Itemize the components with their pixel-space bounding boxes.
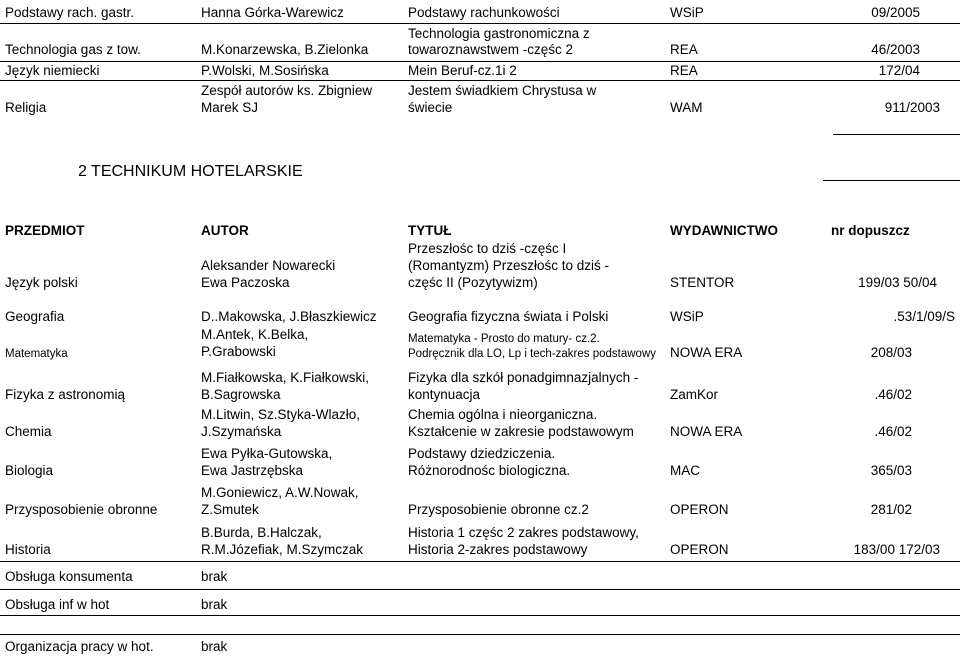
number-cell: 199/03 50/04 xyxy=(858,275,937,290)
title-cell: Fizyka dla szkół ponadgimnazjalnych - xyxy=(408,370,639,385)
number-cell: 09/2005 xyxy=(871,5,920,20)
publisher-cell: WSiP xyxy=(670,5,704,20)
subject-cell: Geografia xyxy=(5,309,65,324)
subject-cell: Religia xyxy=(5,100,47,115)
author-cell: Ewa Pyłka-Gutowska, xyxy=(201,446,333,461)
author-cell: M.Litwin, Sz.Styka-Wlazło, xyxy=(201,407,361,422)
author-cell: M.Antek, K.Belka, xyxy=(201,327,309,342)
publisher-cell: WSiP xyxy=(670,309,704,324)
author-cell: Ewa Jastrzębska xyxy=(201,463,304,478)
author-cell: J.Szymańska xyxy=(201,424,282,439)
title-cell: świecie xyxy=(408,100,453,115)
subject-cell: Biologia xyxy=(5,463,54,478)
author-cell: D..Makowska, J.Błaszkiewicz xyxy=(201,309,377,324)
publisher-cell: REA xyxy=(670,42,698,57)
number-cell: .46/02 xyxy=(874,387,912,402)
title-cell: Przeszłośc to dziś -częśc I xyxy=(408,241,567,256)
title-cell: Przysposobienie obronne cz.2 xyxy=(408,502,589,517)
author-cell: M.Konarzewska, B.Zielonka xyxy=(201,42,369,57)
publisher-cell: STENTOR xyxy=(670,275,735,290)
number-cell: .46/02 xyxy=(874,424,912,439)
author-cell: R.M.Józefiak, M.Szymczak xyxy=(201,542,364,557)
publisher-cell: NOWA ERA xyxy=(670,424,743,439)
author-cell: P.Grabowski xyxy=(201,344,276,359)
title-cell: Mein Beruf-cz.1i 2 xyxy=(408,63,517,78)
title-cell: Geografia fizyczna świata i Polski xyxy=(408,309,609,324)
author-cell: Aleksander Nowarecki xyxy=(201,258,336,273)
title-cell: Różnorodnośc biologiczna. xyxy=(408,463,571,478)
number-cell: 172/04 xyxy=(878,63,920,78)
author-cell: Zespół autorów ks. Zbigniew xyxy=(201,83,373,98)
author-cell: M.Goniewicz, A.W.Nowak, xyxy=(201,485,359,500)
header-title: TYTUŁ xyxy=(408,223,452,238)
header-subject: PRZEDMIOT xyxy=(5,223,85,238)
title-cell: częśc II (Pozytywizm) xyxy=(408,275,538,290)
title-cell: Technologia gastronomiczna z xyxy=(408,26,590,41)
subject-cell: Fizyka z astronomią xyxy=(5,387,126,402)
publisher-cell: OPERON xyxy=(670,542,729,557)
subject-cell: Chemia xyxy=(5,424,52,439)
header-author: AUTOR xyxy=(201,223,249,238)
subject-cell: Historia xyxy=(5,542,51,557)
subject-cell: Język polski xyxy=(5,275,78,290)
publisher-cell: NOWA ERA xyxy=(670,345,743,360)
author-cell: M.Fiałkowska, K.Fiałkowski, xyxy=(201,370,370,385)
subject-cell: Technologia gas z tow. xyxy=(5,42,141,57)
header-publisher: WYDAWNICTWO xyxy=(670,223,778,238)
subject-cell: Język niemiecki xyxy=(5,63,100,78)
subject-cell: Obsługa inf w hot xyxy=(5,597,110,612)
author-cell: Hanna Górka-Warewicz xyxy=(201,5,344,20)
author-cell: B.Burda, B.Halczak, xyxy=(201,525,322,540)
publisher-cell: ZamKor xyxy=(670,387,719,402)
number-cell: 911/2003 xyxy=(884,100,940,115)
number-cell: 365/03 xyxy=(870,463,912,478)
title-cell: Matematyka - Prosto do matury- cz.2. xyxy=(408,333,600,345)
number-cell: .53/1/09/S xyxy=(893,309,955,324)
author-cell: Ewa Paczoska xyxy=(201,275,290,290)
author-cell: B.Sagrowska xyxy=(201,387,281,402)
author-cell: Marek SJ xyxy=(201,100,259,115)
author-cell: brak xyxy=(201,569,228,584)
number-cell: 183/00 172/03 xyxy=(853,542,940,557)
divider xyxy=(833,134,960,135)
title-cell: Podstawy dziedziczenia. xyxy=(408,446,556,461)
publisher-cell: OPERON xyxy=(670,502,729,517)
author-cell: P.Wolski, M.Sosińska xyxy=(201,63,329,78)
title-cell: Historia 1 częśc 2 zakres podstawowy, xyxy=(408,525,639,540)
number-cell: 46/2003 xyxy=(871,42,920,57)
title-cell: kontynuacja xyxy=(408,387,481,402)
title-cell: Jestem świadkiem Chrystusa w xyxy=(408,83,597,98)
publisher-cell: MAC xyxy=(670,463,700,478)
title-cell: (Romantyzm) Przeszłośc to dziś - xyxy=(408,258,610,273)
title-cell: Kształcenie w zakresie podstawowym xyxy=(408,424,634,439)
publisher-cell: WAM xyxy=(670,100,703,115)
title-cell: towaroznawstwem -częśc 2 xyxy=(408,42,574,57)
subject-cell: Organizacja pracy w hot. xyxy=(5,639,154,654)
subject-cell: Przysposobienie obronne xyxy=(5,502,158,517)
title-cell: Historia 2-zakres podstawowy xyxy=(408,542,588,557)
author-cell: brak xyxy=(201,597,228,612)
header-number: nr dopuszcz xyxy=(831,223,910,238)
section-title: 2 TECHNIKUM HOTELARSKIE xyxy=(78,163,303,180)
subject-cell: Matematyka xyxy=(5,348,68,360)
number-cell: 208/03 xyxy=(870,345,912,360)
divider xyxy=(823,180,960,181)
author-cell: brak xyxy=(201,639,228,654)
number-cell: 281/02 xyxy=(870,502,912,517)
title-cell: Podręcznik dla LO, Lp i tech-zakres podstawowy xyxy=(408,348,657,360)
title-cell: Chemia ogólna i nieorganiczna. xyxy=(408,407,598,422)
subject-cell: Podstawy rach. gastr. xyxy=(5,5,135,20)
title-cell: Podstawy rachunkowości xyxy=(408,5,560,20)
author-cell: Z.Smutek xyxy=(201,502,259,517)
subject-cell: Obsługa konsumenta xyxy=(5,569,133,584)
publisher-cell: REA xyxy=(670,63,698,78)
